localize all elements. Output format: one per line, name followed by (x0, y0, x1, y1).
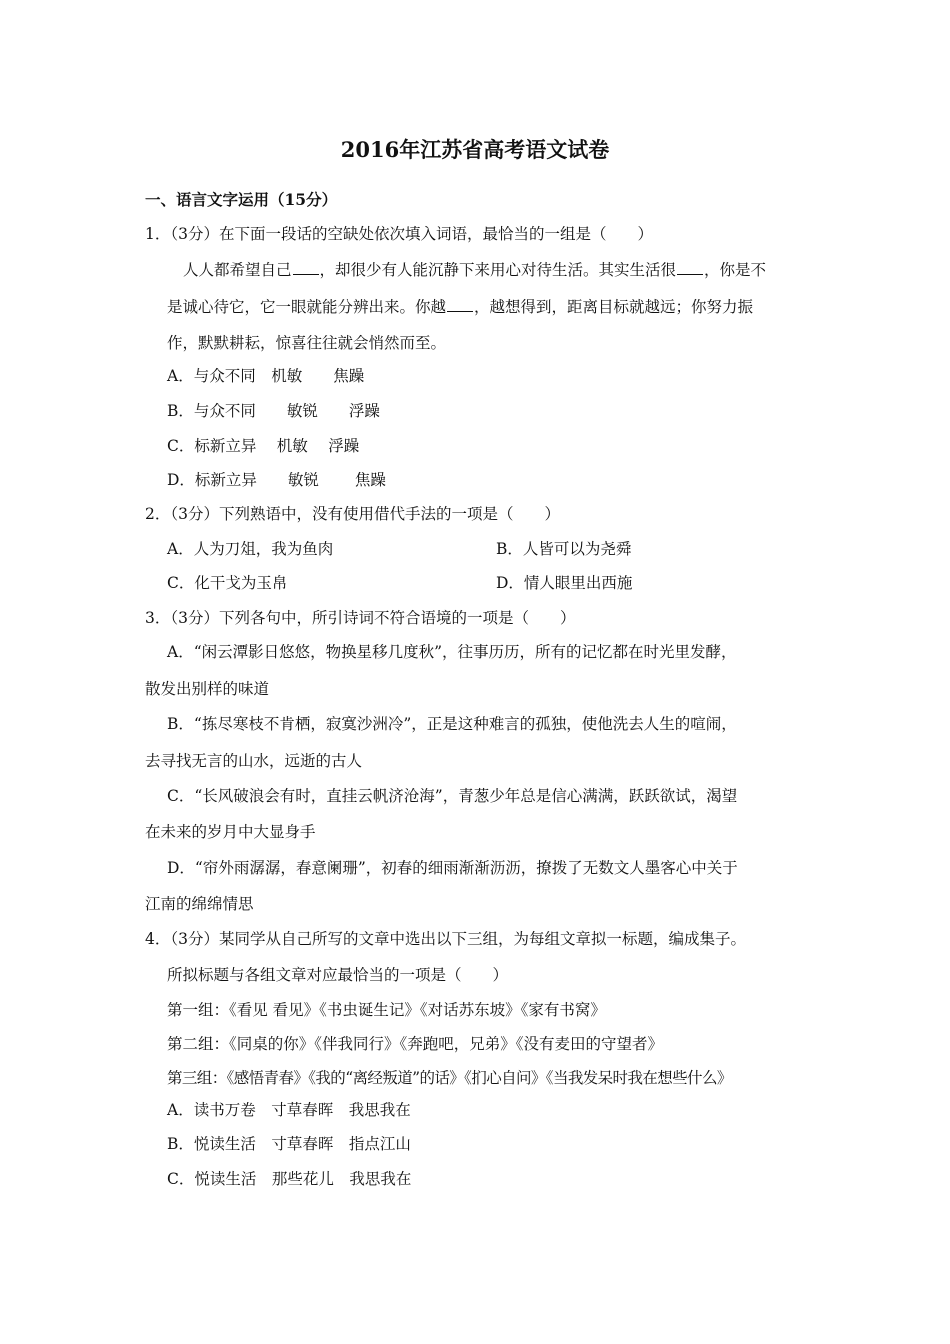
q2-stem: 2．（3分）下列熟语中，没有使用借代手法的一项是（ ） (145, 505, 560, 523)
fill-blank (677, 259, 703, 275)
q1-text: ，越想得到，距离目标就越远；你努力振 (474, 298, 754, 316)
q4-stem-line2: 所拟标题与各组文章对应最恰当的一项是（ ） (167, 966, 509, 984)
q3-option-a-line1: A．“闲云潭影日悠悠，物换星移几度秋”，往事历历，所有的记忆都在时光里发酵， (167, 643, 737, 661)
q3-stem: 3．（3分）下列各句中，所引诗词不符合语境的一项是（ ） (145, 609, 576, 627)
fill-blank (447, 296, 473, 312)
q2-option-d: D．情人眼里出西施 (496, 574, 633, 592)
q1-stem: 1．（3分）在下面一段话的空缺处依次填入词语，最恰当的一组是（ ） (145, 225, 653, 243)
q1-text: 人人都希望自己 (183, 261, 292, 279)
q3-option-b-line1: B．“拣尽寒枝不肯栖，寂寞沙洲冷”，正是这种难言的孤独，使他洗去人生的喧闹， (167, 715, 737, 733)
q1-text: 是诚心待它，它一眼就能分辨出来。你越 (167, 298, 447, 316)
q2-option-c: C．化干戈为玉帛 (167, 574, 288, 592)
page-title: 2016年江苏省高考语文试卷 (340, 137, 610, 162)
q4-stem-line1: 4．（3分）某同学从自己所写的文章中选出以下三组，为每组文章拟一标题，编成集子。 (145, 930, 746, 948)
q4-option-a: A．读书万卷 寸草春晖 我思我在 (167, 1101, 411, 1119)
q1-option-b: B．与众不同 敏锐 浮躁 (167, 402, 380, 420)
q1-passage-line3: 作，默默耕耘，惊喜往往就会悄然而至。 (167, 334, 447, 352)
q3-option-c-line2: 在未来的岁月中大显身手 (145, 823, 316, 841)
q3-option-d-line1: D．“帘外雨潺潺，春意阑珊”，初春的细雨渐渐沥沥，撩拨了无数文人墨客心中关于 (167, 859, 738, 877)
q4-option-c: C．悦读生活 那些花儿 我思我在 (167, 1170, 412, 1188)
q4-group-1: 第一组：《看见 看见》《书虫诞生记》《对话苏东坡》《家有书窝》 (167, 1001, 606, 1019)
q4-group-3: 第三组：《感悟青春》《我的“离经叛道”的话》《扪心自问》《当我发呆时我在想些什么》 (167, 1069, 732, 1087)
q1-text: ，你是不 (704, 261, 767, 279)
q3-option-c-line1: C．“长风破浪会有时，直挂云帆济沧海”，青葱少年总是信心满满，跃跃欲试，渴望 (167, 787, 738, 805)
q1-text: ，却很少有人能沉静下来用心对待生活。其实生活很 (319, 261, 677, 279)
q4-option-b: B．悦读生活 寸草春晖 指点江山 (167, 1135, 411, 1153)
q1-option-c: C．标新立异 机敏 浮躁 (167, 437, 360, 455)
q1-passage-line1 (183, 259, 766, 280)
q3-option-a-line2: 散发出别样的味道 (145, 680, 270, 698)
q1-option-d: D．标新立异 敏锐 焦躁 (167, 471, 386, 489)
q3-option-d-line2: 江南的绵绵情思 (145, 895, 254, 913)
q1-passage-line2 (167, 296, 753, 317)
section-heading: 一、语言文字运用（15分） (145, 190, 338, 209)
q3-option-b-line2: 去寻找无言的山水，远逝的古人 (145, 752, 363, 770)
q1-option-a: A．与众不同 机敏 焦躁 (167, 367, 365, 385)
fill-blank (293, 259, 319, 275)
q2-option-b: B．人皆可以为尧舜 (496, 540, 632, 558)
q2-option-a: A．人为刀俎，我为鱼肉 (167, 540, 334, 558)
q4-group-2: 第二组：《同桌的你》《伴我同行》《奔跑吧，兄弟》《没有麦田的守望者》 (167, 1035, 664, 1053)
